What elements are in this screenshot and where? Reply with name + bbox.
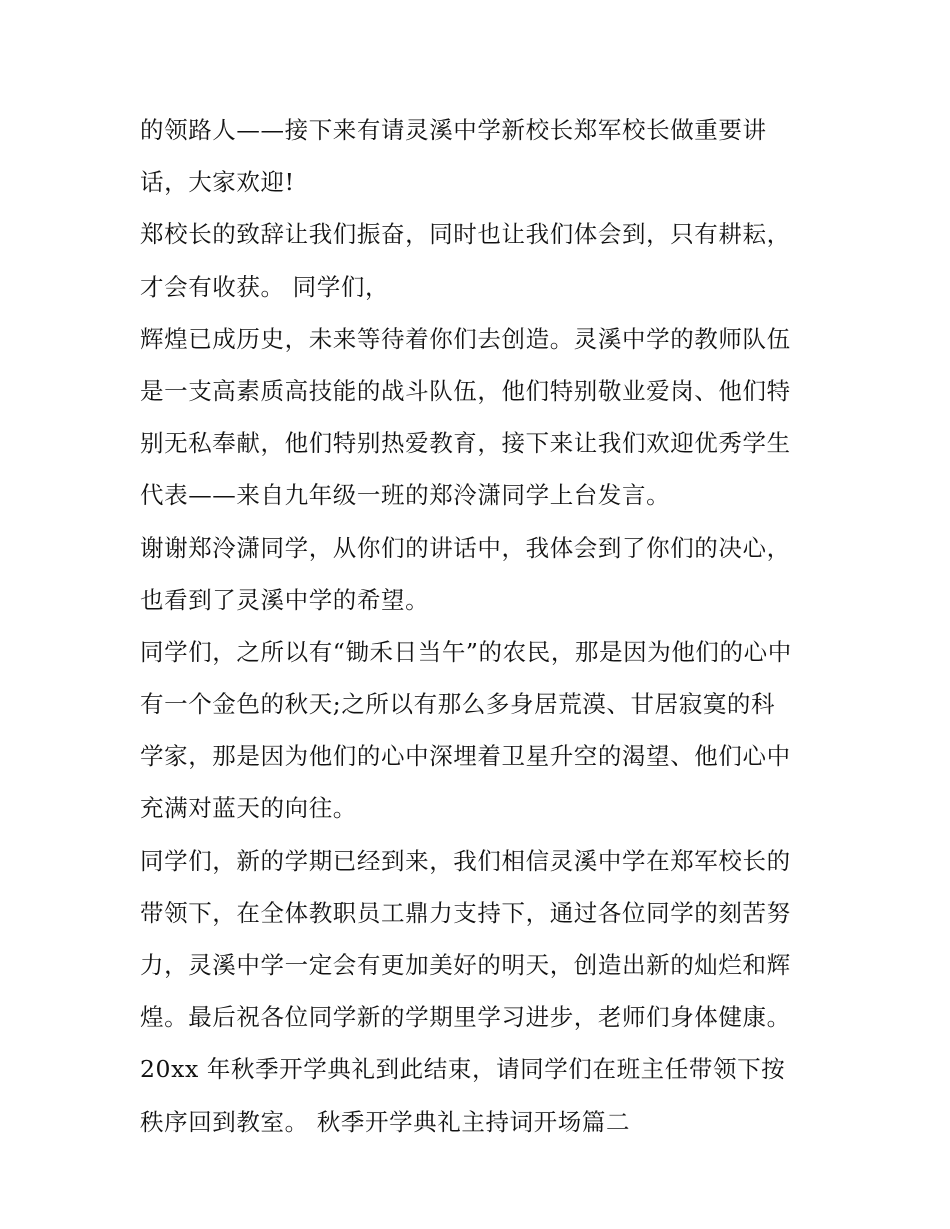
text-line: 煌。最后祝各位同学新的学期里学习进步，老师们身体健康。 [140,1003,791,1032]
text-line: 谢谢郑泠潇同学，从你们的讲话中，我体会到了你们的决心， [140,533,791,562]
text-line: 是一支高素质高技能的战斗队伍，他们特别敬业爱岗、他们特 [140,376,791,405]
text-line: 20xx 年秋季开学典礼到此结束，请同学们在班主任带领下按 [140,1055,786,1084]
text-line: 充满对蓝天的向往。 [140,794,357,823]
text-line: 话，大家欢迎! [140,168,295,197]
text-line: 才会有收获。 同学们， [140,272,390,301]
document-body [140,104,820,1148]
text-line: 别无私奉献，他们特别热爱教育，接下来让我们欢迎优秀学生 [140,429,791,458]
text-line: 带领下，在全体教职员工鼎力支持下，通过各位同学的刻苦努 [140,898,791,927]
text-line: 代表——来自九年级一班的郑泠潇同学上台发言。 [140,481,671,510]
text-line: 力，灵溪中学一定会有更加美好的明天，创造出新的灿烂和辉 [140,951,791,979]
text-line: 郑校长的致辞让我们振奋，同时也让我们体会到，只有耕耘， [140,220,791,249]
text-line: 也看到了灵溪中学的希望。 [140,585,430,614]
text-line: 有一个金色的秋天;之所以有那么多身居荒漠、甘居寂寞的科 [140,690,776,719]
text-line: 的领路人——接下来有请灵溪中学新校长郑军校长做重要讲 [140,116,767,144]
text-line: 同学们，之所以有“锄禾日当午”的农民，那是因为他们的心中 [140,637,792,666]
text-line: 秩序回到教室。 秋季开学典礼主持词开场篇二 [140,1107,631,1136]
text-line: 辉煌已成历史，未来等待着你们去创造。灵溪中学的教师队伍 [140,324,791,353]
text-line: 同学们，新的学期已经到来，我们相信灵溪中学在郑军校长的 [140,846,791,875]
text-line: 学家，那是因为他们的心中深埋着卫星升空的渴望、他们心中 [140,742,791,771]
